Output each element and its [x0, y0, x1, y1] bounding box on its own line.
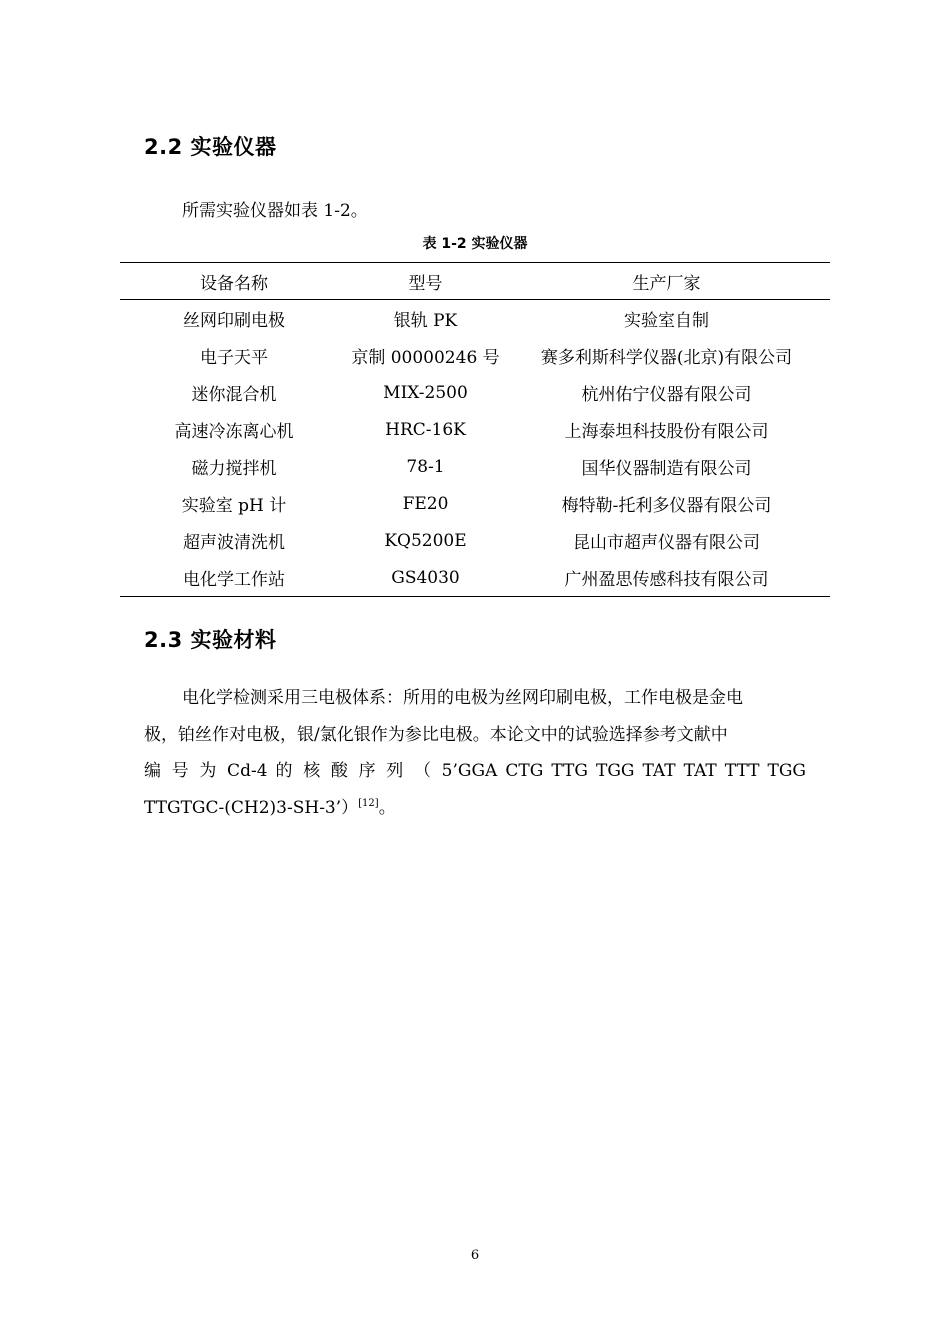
- cell-equipment-name: 高速冷冻离心机: [174, 422, 294, 442]
- intro-text: 所需实验仪器如表 1-2。: [182, 201, 368, 221]
- paragraph-line: TTGTGC-(CH2)3-SH-3’）: [144, 797, 359, 818]
- cell-equipment-name: 电子天平: [200, 348, 268, 368]
- materials-paragraph: [144, 680, 806, 826]
- cell-equipment-name: 迷你混合机: [191, 385, 277, 405]
- cell-model: FE20: [402, 493, 449, 514]
- table-row: [120, 522, 830, 559]
- section-heading-2-2: 2.2 实验仪器: [144, 135, 277, 159]
- cell-equipment-name: 实验室 pH 计: [181, 496, 287, 516]
- paragraph-line: 编 号 为 Cd-4 的 核 酸 序 列 （ 5’GGA CTG TTG TGG TAT TAT TTT TGG: [144, 761, 806, 781]
- cell-manufacturer: 实验室自制: [624, 311, 709, 331]
- equipment-table: [120, 262, 830, 597]
- cell-model: GS4030: [348, 559, 503, 597]
- table-row: [120, 411, 830, 448]
- cell-model: 京制 00000246 号: [351, 348, 500, 368]
- page-number: 6: [470, 1248, 480, 1263]
- cell-equipment-name: 丝网印刷电极: [183, 311, 285, 331]
- cell-equipment-name: 电化学工作站: [120, 559, 348, 597]
- cell-equipment-name: 超声波清洗机: [183, 533, 285, 553]
- header-manufacturer: 生产厂家: [503, 263, 830, 300]
- cell-manufacturer: 梅特勒-托利多仪器有限公司: [561, 496, 772, 516]
- cell-manufacturer: 赛多利斯科学仪器(北京)有限公司: [540, 348, 793, 368]
- table-header-row: [120, 263, 830, 300]
- cell-equipment-name: 磁力搅拌机: [191, 459, 277, 479]
- table-row: [120, 448, 830, 485]
- cell-manufacturer: 昆山市超声仪器有限公司: [573, 533, 760, 553]
- paragraph-last-line: [144, 790, 806, 827]
- citation-ref: [12]: [358, 797, 379, 809]
- cell-model: 银轨 PK: [393, 311, 458, 331]
- table-row: [120, 485, 830, 522]
- cell-model: KQ5200E: [384, 530, 467, 551]
- cell-model: MIX-2500: [383, 382, 468, 403]
- table-row: [120, 300, 830, 338]
- header-equipment-name: 设备名称: [120, 263, 348, 300]
- paragraph-line: 电化学检测采用三电极体系：所用的电极为丝网印刷电极，工作电极是金电: [182, 688, 743, 708]
- table-row: [120, 374, 830, 411]
- cell-manufacturer: 上海泰坦科技股份有限公司: [564, 422, 769, 442]
- table-caption: 表 1-2 实验仪器: [422, 236, 528, 252]
- end-mark: 。: [378, 797, 396, 818]
- cell-manufacturer: 杭州佑宁仪器有限公司: [581, 385, 752, 405]
- paragraph-line: 极，铂丝作对电极，银/氯化银作为参比电极。本论文中的试验选择参考文献中: [144, 724, 728, 745]
- table-row: [120, 559, 830, 597]
- section-heading-2-3: 2.3 实验材料: [144, 628, 277, 652]
- header-model: 型号: [348, 263, 503, 300]
- cell-manufacturer: 广州盈思传感科技有限公司: [503, 559, 830, 597]
- cell-model: 78-1: [406, 456, 445, 477]
- cell-manufacturer: 国华仪器制造有限公司: [581, 459, 752, 479]
- table-row: [120, 337, 830, 374]
- cell-model: HRC-16K: [385, 419, 466, 440]
